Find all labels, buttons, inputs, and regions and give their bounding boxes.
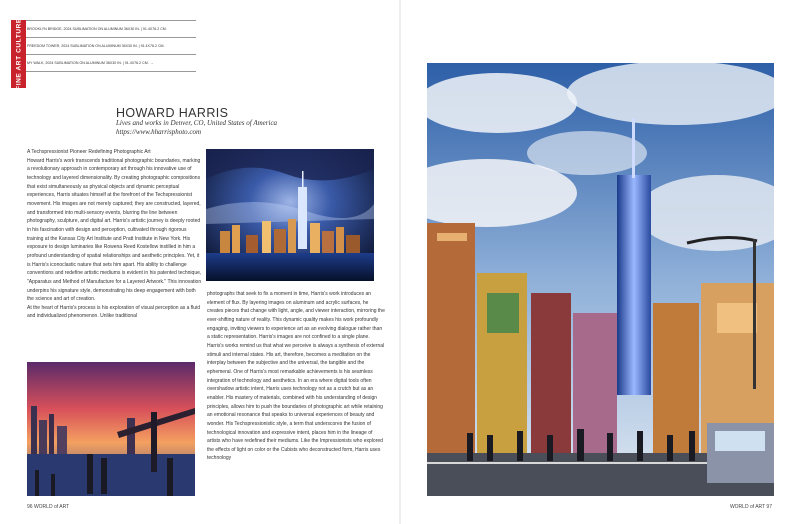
- page-gutter: [399, 0, 401, 524]
- artist-name: HOWARD HARRIS: [116, 106, 229, 120]
- article-paragraph: At the heart of Harris's process is his exploration of visual perception as a fluid and individualized phenomenon. Unlike traditional: [27, 304, 200, 320]
- folio-left: 96 WORLD of ART: [27, 504, 70, 510]
- article-column-1: [27, 148, 203, 321]
- caption-freedom-tower: FREEDOM TOWER, 2024 SUBLIMATION ON ALUMINUM 36X30 IN. | 91.4X76.2 CM.: [26, 38, 196, 55]
- artwork-captions: [26, 20, 196, 72]
- artist-website[interactable]: https://www.hharrisphoto.com: [116, 127, 202, 136]
- section-tab: [11, 20, 26, 88]
- article-column-2: [207, 290, 385, 463]
- article-paragraph: photographs that seek to fix a moment in time, Harris's work introduces an element of flux. By layering images on aluminum and acrylic surfaces, he creates pieces that change with light, angle, and viewer interaction, mirroring the ever-shifting nature of reality. This dynamic quality makes his work profoundly engaging, inviting viewers to experience art as an evolving dialogue rather than a static representation. Harris's images are not confined to a single plane. Harris's works remind us that what we perceive is always a synthesis of external stimuli and internal states. His art, therefore, becomes a meditation on the interplay between the subjective and the universal, the tangible and the ephemeral. One of Harris's most remarkable achievements is his seamless integration of technology and aesthetics. In an era where digital tools often overshadow artistic intent, Harris uses technology not as a crutch but as an enabler. His mastery of materials, combined with his understanding of design principles, allows him to push the boundaries of photographic art while retaining an emotional resonance that speaks to universal experiences of beauty and wonder. His Techspressionistic style, a term that underscores the fusion of technological innovation and expressive intent, places him in the lineage of artists who have redefined their mediums. Like the Impressionists who explored the effects of light on color or the Cubists who deconstructed form, Harris uses technology: [207, 291, 385, 462]
- artwork-brooklyn-bridge-image: [27, 362, 195, 496]
- artwork-freedom-tower-image: [206, 149, 374, 281]
- artist-info: [116, 119, 277, 136]
- folio-right: WORLD of ART 97: [729, 504, 772, 510]
- artist-location: Lives and works in Denver, CO, United States of America: [116, 119, 278, 127]
- article-paragraph: Howard Harris's work transcends traditional photographic boundaries, marking a revolutionary approach in contemporary art through his innovative use of technology and layered dimensionality. By creating photographic compositions that exist simultaneously as physical objects and dynamic perceptual experiences, Harris situates himself at the forefront of the Techspressionist movement. His images are not merely captured; they are constructed, layered, and transformed into multi-sensory events, blurring the line between photography, sculpture, and digital art. Harris's artistic journey is deeply rooted in his fascination with design and perception, cultivated through rigorous training at the Kansas City Art Institute and Pratt Institute in New York. His exposure to design luminaries like Rowena Reed Kostellow instilled in him a profound understanding of spatial relationships and aesthetic principles. Yet, it is Harris's iconoclastic nature that sets him apart. His ability to challenge conventions and redefine artistic mediums is evident in his patented technique, "Apparatus and Method of Manufacture for a Layered Artwork." This innovation underpins his signature style, demonstrating his deep engagement with both the science and art of creation.: [27, 157, 202, 303]
- article-heading: A Techspressionist Pioneer Redefining Photographic Art: [27, 149, 151, 155]
- caption-brooklyn-bridge: BROOKLYN BRIDGE, 2024 SUBLIMATION ON ALUMINUM 36X30 IN. | 91.4X76.2 CM.: [26, 20, 196, 38]
- section-tab-label: FINE ART CULTURE: [15, 18, 22, 90]
- artwork-my-walk-image: [427, 63, 774, 496]
- caption-my-walk: MY WALK, 2024 SUBLIMATION ON ALUMINUM 36X30 IN. | 91.4X76.2 CM. →: [26, 55, 196, 72]
